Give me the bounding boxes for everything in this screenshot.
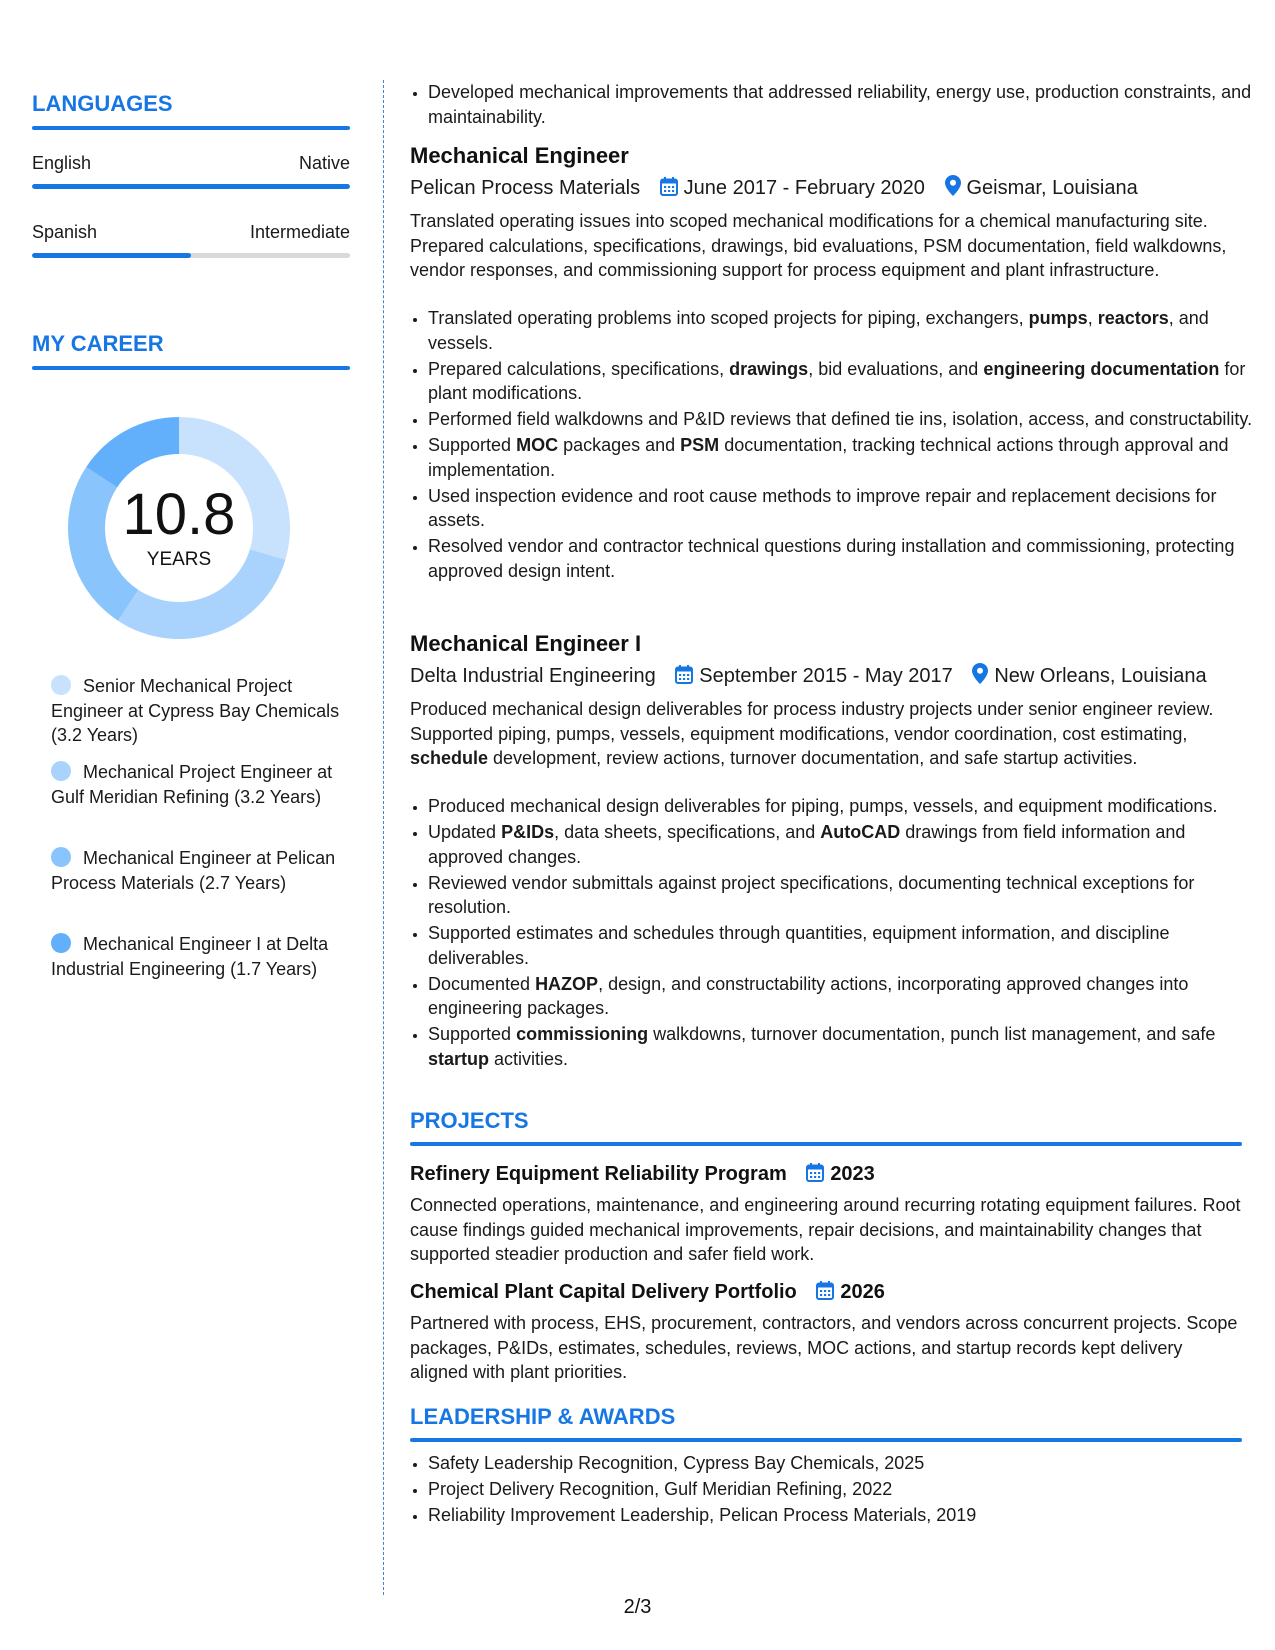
page-number: 2/3 <box>623 1596 652 1618</box>
language-level: Intermediate <box>249 222 350 242</box>
projects-rule <box>410 1142 1242 1146</box>
project-title-row <box>410 1281 885 1306</box>
job-summary: Produced mechanical design deliverables for process industry projects under senior engineer review. Supported piping, pumps, vessels, equipment modifications, vendor coordination, cost estimating, schedule development, review actions, turnover documentation, and safe startup activities. <box>410 699 1214 768</box>
job-company: Pelican Process Materials <box>410 177 641 199</box>
project-year: 2026 <box>840 1281 885 1303</box>
career-legend-item <box>51 674 341 748</box>
project-year: 2023 <box>830 1163 875 1185</box>
bullet-item: • Performed field walkdowns and P&ID reviews that defined tie ins, isolation, access, and constructability. <box>428 407 1260 432</box>
projects-heading: PROJECTS <box>410 1108 529 1133</box>
legend-dot <box>51 933 71 953</box>
job-title: Mechanical Engineer I <box>410 631 642 656</box>
column-divider <box>383 80 384 1595</box>
job-bullets <box>410 794 1260 1073</box>
job-company: Delta Industrial Engineering <box>410 665 656 687</box>
award-item: • Safety Leadership Recognition, Cypress Bay Chemicals, 2025 <box>428 1451 1260 1476</box>
bullet-item: • Used inspection evidence and root cause methods to improve repair and replacement decisions for assets. <box>428 484 1260 533</box>
intro-bullets <box>410 80 1260 129</box>
project-title: Refinery Equipment Reliability Program <box>410 1163 787 1185</box>
calendar-icon <box>816 1281 834 1306</box>
award-item: • Reliability Improvement Leadership, Pelican Process Materials, 2019 <box>428 1503 1260 1528</box>
language-english <box>32 153 350 174</box>
bullet-item: • Translated operating problems into scoped projects for piping, exchangers, pumps, reactors, and vessels. <box>428 306 1260 355</box>
career-legend-item <box>51 932 341 981</box>
bullet-item: • Produced mechanical design deliverables for piping, pumps, vessels, and equipment modifications. <box>428 794 1260 819</box>
legend-dot <box>51 847 71 867</box>
career-legend-item <box>51 846 341 895</box>
job-location: Geismar, Louisiana <box>966 177 1138 199</box>
project-title-row <box>410 1163 875 1188</box>
bullet-item: • Prepared calculations, specifications, drawings, bid evaluations, and engineering documentation for plant modifications. <box>428 357 1260 406</box>
location-pin-icon <box>945 175 961 202</box>
language-bar-english <box>32 184 350 189</box>
job-dates: June 2017 - February 2020 <box>683 177 925 199</box>
legend-dot <box>51 761 71 781</box>
languages-heading: LANGUAGES <box>32 91 173 116</box>
job-meta <box>410 175 1138 202</box>
location-pin-icon <box>972 663 988 690</box>
award-item: • Project Delivery Recognition, Gulf Meridian Refining, 2022 <box>428 1477 1260 1502</box>
language-level: Native <box>298 153 350 173</box>
language-bar-spanish <box>32 253 350 258</box>
project-title: Chemical Plant Capital Delivery Portfolio <box>410 1281 797 1303</box>
bullet-item: • Supported estimates and schedules through quantities, equipment information, and discipline deliverables. <box>428 921 1260 970</box>
bullet-item: • Updated P&IDs, data sheets, specifications, and AutoCAD drawings from field information and approved changes. <box>428 820 1260 869</box>
languages-rule <box>32 126 350 130</box>
career-total-unit: YEARS <box>146 549 212 570</box>
job-summary: Translated operating issues into scoped mechanical modifications for a chemical manufacturing site. Prepared calculations, specifications, drawings, bid evaluations, PSM documentation, field walkdowns, vendor responses, and commissioning support for process equipment and plant infrastructure. <box>410 211 1227 280</box>
job-location: New Orleans, Louisiana <box>994 665 1207 687</box>
job-dates: September 2015 - May 2017 <box>699 665 953 687</box>
awards-heading: LEADERSHIP & AWARDS <box>410 1404 676 1429</box>
project-description: Partnered with process, EHS, procurement, contractors, and vendors across concurrent projects. Scope packages, P&IDs, estimates, schedules, reviews, MOC actions, and startup records kept delivery aligned with plant priorities. <box>410 1313 1238 1382</box>
bullet-item: • Reviewed vendor submittals against project specifications, documenting technical exceptions for resolution. <box>428 871 1260 920</box>
career-total-years: 10.8 <box>122 482 236 547</box>
intro-bullet: • Developed mechanical improvements that addressed reliability, energy use, production constraints, and maintainability. <box>428 80 1260 129</box>
calendar-icon <box>660 177 678 202</box>
bullet-item: • Documented HAZOP, design, and constructability actions, incorporating approved changes into engineering packages. <box>428 972 1260 1021</box>
career-heading: MY CAREER <box>32 331 164 356</box>
language-bar-fill <box>32 253 191 258</box>
language-name: Spanish <box>32 222 98 242</box>
legend-label: Mechanical Engineer I at Delta Industrial Engineering (1.7 Years) <box>51 934 329 979</box>
career-legend-item <box>51 760 341 809</box>
project-description: Connected operations, maintenance, and engineering around recurring rotating equipment failures. Root cause findings guided mechanical improvements, repair decisions, and maintainability changes that supported steadier production and safer field work. <box>410 1195 1241 1264</box>
bullet-item: • Supported commissioning walkdowns, turnover documentation, punch list management, and safe startup activities. <box>428 1022 1260 1071</box>
bullet-item: • Resolved vendor and contractor technical questions during installation and commissioning, protecting approved design intent. <box>428 534 1260 583</box>
job-bullets <box>410 306 1260 585</box>
calendar-icon <box>675 665 693 690</box>
awards-list <box>410 1451 1260 1529</box>
legend-label: Mechanical Project Engineer at Gulf Meridian Refining (3.2 Years) <box>51 762 333 807</box>
awards-rule <box>410 1438 1242 1442</box>
legend-label: Senior Mechanical Project Engineer at Cypress Bay Chemicals (3.2 Years) <box>51 676 340 745</box>
job-title: Mechanical Engineer <box>410 143 629 168</box>
legend-label: Mechanical Engineer at Pelican Process Materials (2.7 Years) <box>51 848 336 893</box>
legend-dot <box>51 675 71 695</box>
career-rule <box>32 366 350 370</box>
job-meta <box>410 663 1207 690</box>
bullet-item: • Supported MOC packages and PSM documentation, tracking technical actions through approval and implementation. <box>428 433 1260 482</box>
language-spanish <box>32 222 350 243</box>
language-bar-fill <box>32 184 350 189</box>
calendar-icon <box>806 1163 824 1188</box>
language-name: English <box>32 153 92 173</box>
